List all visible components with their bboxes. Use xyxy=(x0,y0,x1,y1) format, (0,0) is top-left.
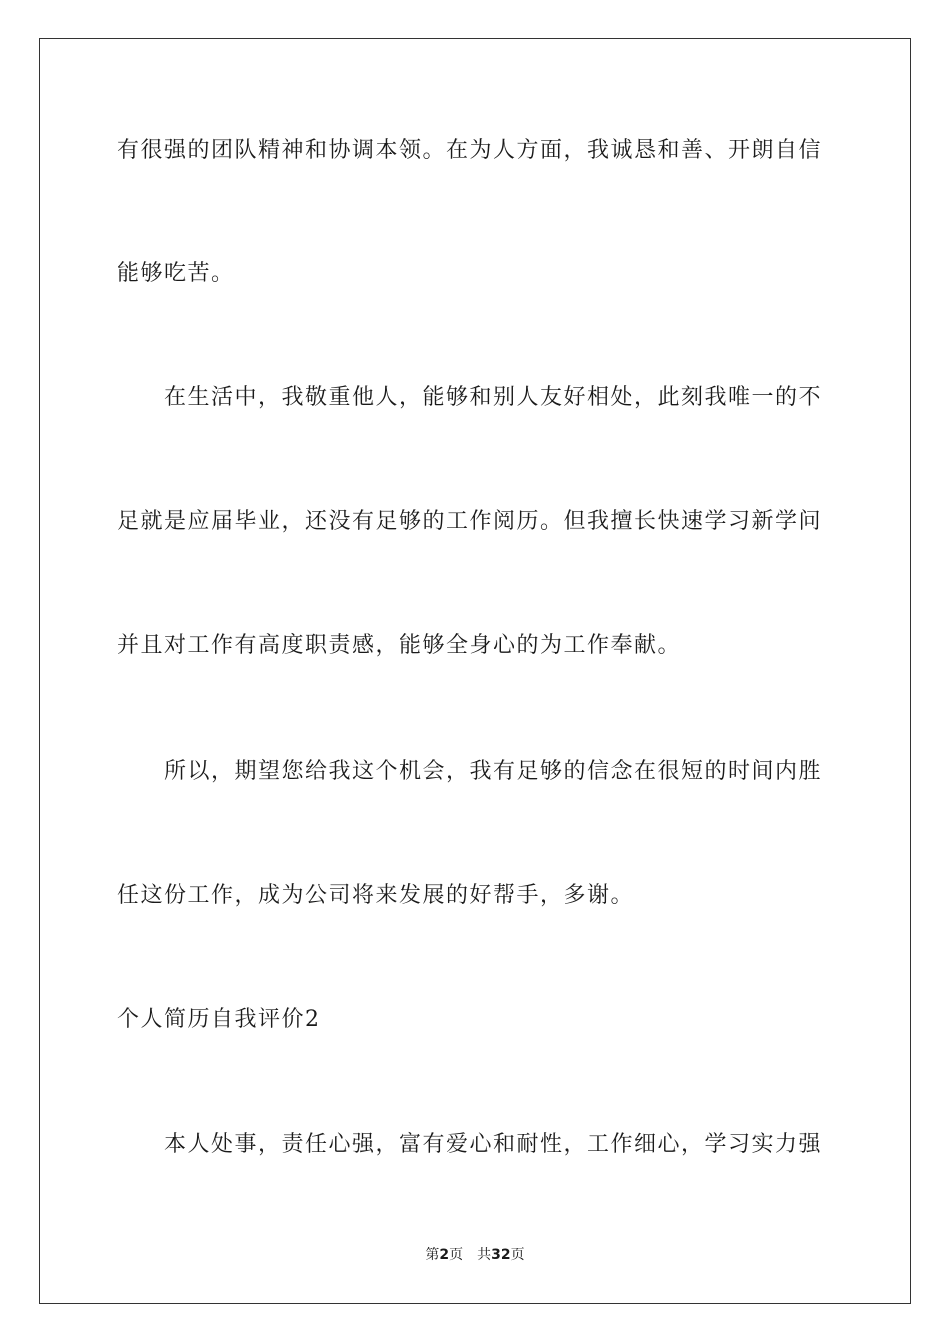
page-footer xyxy=(0,1245,950,1265)
paragraph-line-6: 所以，期望您给我这个机会，我有足够的信念在很短的时间内胜 xyxy=(164,759,823,784)
footer-total-suffix: 页 xyxy=(510,1247,525,1263)
paragraph-line-7: 任这份工作，成为公司将来发展的好帮手，多谢。 xyxy=(117,883,635,908)
paragraph-line-1: 有很强的团队精神和协调本领。在为人方面，我诚恳和善、开朗自信 xyxy=(117,138,823,163)
paragraph-line-2: 能够吃苦。 xyxy=(117,261,235,286)
paragraph-line-8: 本人处事，责任心强，富有爱心和耐性，工作细心，学习实力强 xyxy=(164,1132,823,1157)
page-border xyxy=(39,38,911,1304)
paragraph-line-4: 足就是应届毕业，还没有足够的工作阅历。但我擅长快速学习新学问 xyxy=(117,509,823,534)
footer-page-number: 2 xyxy=(439,1247,450,1263)
footer-total-pages: 32 xyxy=(491,1247,511,1263)
paragraph-line-3: 在生活中，我敬重他人，能够和别人友好相处，此刻我唯一的不 xyxy=(164,385,823,410)
section-heading: 个人简历自我评价2 xyxy=(117,1007,321,1032)
footer-page-prefix: 第 xyxy=(425,1247,440,1263)
paragraph-line-5: 并且对工作有高度职责感，能够全身心的为工作奉献。 xyxy=(117,633,682,658)
footer-page-suffix: 页 xyxy=(449,1247,464,1263)
footer-total-prefix: 共 xyxy=(477,1247,492,1263)
